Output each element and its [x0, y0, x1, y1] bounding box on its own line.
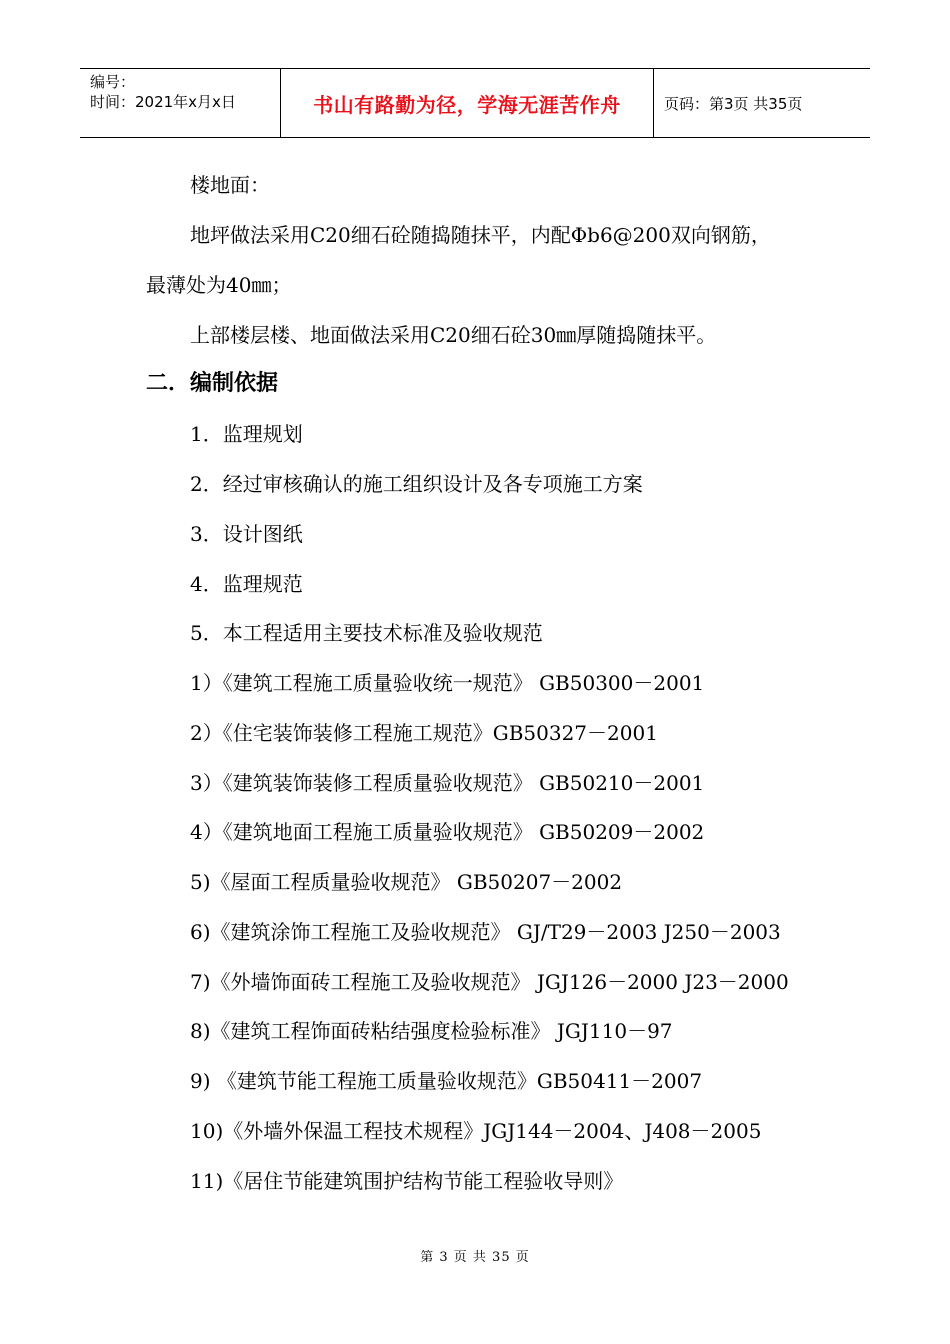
list-item: 5．本工程适用主要技术标准及验收规范 [190, 621, 543, 645]
paragraph-2: 上部楼层楼、地面做法采用C20细石砼30㎜厚随捣随抹平。 [190, 323, 717, 347]
list-item: 4）《建筑地面工程施工质量验收规范》 GB50209－2002 [190, 820, 705, 844]
page-footer: 第 3 页 共 35 页 [420, 1250, 530, 1265]
document-date-label: 时间：2021年x月x日 [90, 93, 236, 111]
list-item: 2）《住宅装饰装修工程施工规范》GB50327－2001 [190, 721, 658, 745]
header-page-cell [654, 69, 870, 137]
list-item: 2．经过审核确认的施工组织设计及各专项施工方案 [190, 472, 643, 496]
list-item: 3）《建筑装饰装修工程质量验收规范》 GB50210－2001 [190, 771, 705, 795]
list-item: 11)《居住节能建筑围护结构节能工程验收导则》 [190, 1169, 624, 1193]
section-heading: 二．编制依据 [146, 371, 279, 396]
header-motto-cell [281, 69, 654, 137]
header-info-cell [80, 69, 281, 137]
list-item: 3．设计图纸 [190, 522, 303, 546]
list-item: 4．监理规范 [190, 572, 303, 596]
paragraph-1-line-1: 地坪做法采用C20细石砼随捣随抹平，内配Φb6@200双向钢筋， [190, 223, 771, 247]
floor-title: 楼地面： [190, 173, 270, 197]
list-item: 1．监理规划 [190, 422, 303, 446]
list-item: 8)《建筑工程饰面砖粘结强度检验标准》 JGJ110－97 [190, 1019, 673, 1043]
header-page-label: 页码：第3页 共35页 [664, 94, 803, 113]
page-header [80, 68, 870, 138]
paragraph-1-line-2: 最薄处为40㎜； [146, 273, 292, 297]
header-motto: 书山有路勤为径，学海无涯苦作舟 [313, 92, 621, 117]
list-item: 7)《外墙饰面砖工程施工及验收规范》 JGJ126－2000 J23－2000 [190, 970, 789, 994]
list-item: 6)《建筑涂饰工程施工及验收规范》 GJ/T29－2003 J250－2003 [190, 920, 781, 944]
list-item: 1）《建筑工程施工质量验收统一规范》 GB50300－2001 [190, 671, 705, 695]
list-item: 5)《屋面工程质量验收规范》 GB50207－2002 [190, 870, 623, 894]
list-item: 10)《外墙外保温工程技术规程》JGJ144－2004、J408－2005 [190, 1119, 762, 1143]
document-number-label: 编号： [90, 73, 136, 91]
list-item: 9) 《建筑节能工程施工质量验收规范》GB50411－2007 [190, 1069, 703, 1093]
